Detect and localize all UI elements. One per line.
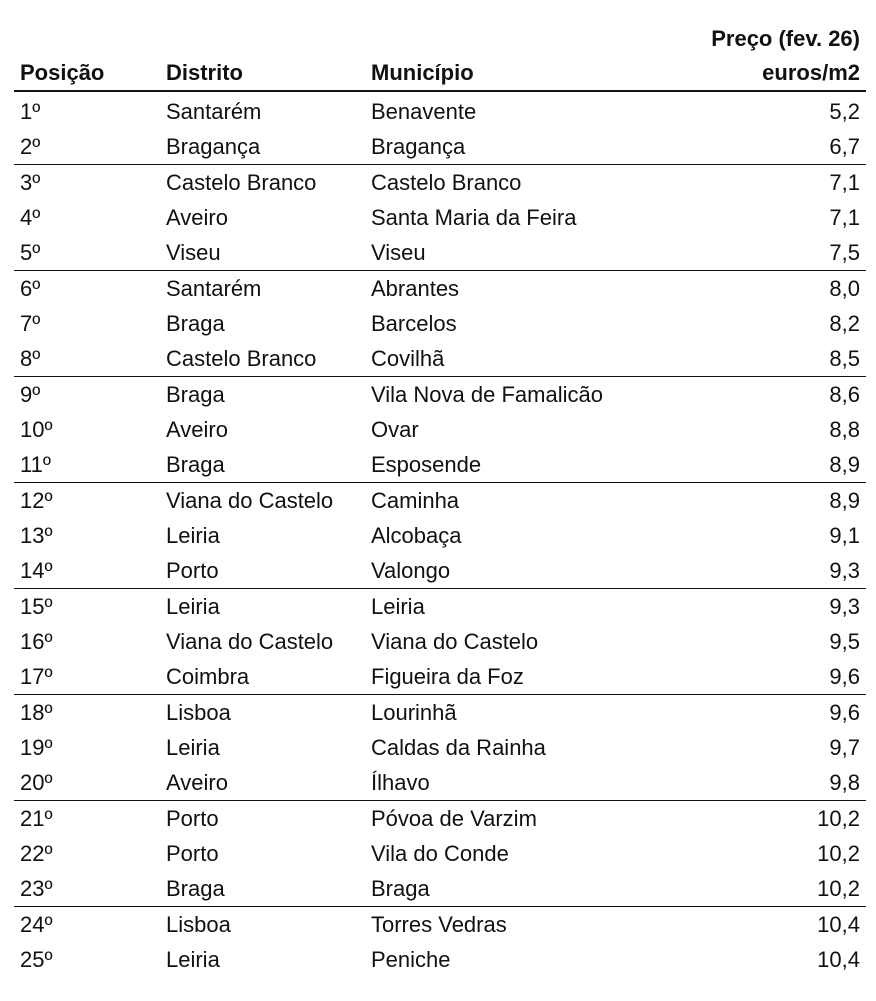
district-cell: Lisboa xyxy=(166,700,231,725)
table-row xyxy=(14,907,866,943)
table-row xyxy=(14,624,866,659)
table-row xyxy=(14,412,866,447)
table-row xyxy=(14,659,866,695)
municipality-cell: Esposende xyxy=(365,447,705,483)
position-cell: 15º xyxy=(20,594,53,619)
position-cell: 3º xyxy=(20,170,41,195)
table-row xyxy=(14,377,866,413)
price-cell: 7,5 xyxy=(705,235,866,271)
position-cell: 21º xyxy=(20,806,53,831)
price-cell: 9,5 xyxy=(829,629,860,654)
district-cell: Santarém xyxy=(166,99,262,124)
position-cell: 8º xyxy=(14,341,160,377)
municipality-cell: Vila do Conde xyxy=(371,841,509,866)
municipality-cell: Braga xyxy=(365,871,705,907)
price-cell: 9,6 xyxy=(705,659,866,695)
price-cell: 8,9 xyxy=(829,488,860,513)
district-cell: Porto xyxy=(166,806,219,831)
table-row xyxy=(14,942,866,977)
municipality-cell: Ílhavo xyxy=(365,765,705,801)
district-cell: Castelo Branco xyxy=(166,170,317,195)
district-cell: Porto xyxy=(160,553,365,589)
header-position: Posição xyxy=(14,56,160,91)
price-cell: 10,2 xyxy=(817,806,860,831)
position-cell: 7º xyxy=(20,311,41,336)
municipality-cell: Abrantes xyxy=(371,276,460,301)
district-cell: Braga xyxy=(160,871,365,907)
table-row xyxy=(14,695,866,731)
position-cell: 5º xyxy=(14,235,160,271)
position-cell: 1º xyxy=(20,99,41,124)
municipality-cell: Viana do Castelo xyxy=(371,629,539,654)
price-cell: 9,1 xyxy=(829,523,860,548)
district-cell: Coimbra xyxy=(160,659,365,695)
header-price-line2: euros/m2 xyxy=(705,56,866,91)
municipality-cell: Torres Vedras xyxy=(371,912,507,937)
table-row xyxy=(14,200,866,235)
table-body xyxy=(14,91,866,977)
price-cell: 9,3 xyxy=(829,594,860,619)
table-row xyxy=(14,483,866,519)
table-row xyxy=(14,765,866,801)
municipality-cell: Barcelos xyxy=(371,311,457,336)
district-cell: Santarém xyxy=(166,276,262,301)
price-cell: 9,7 xyxy=(829,735,860,760)
district-cell: Leiria xyxy=(166,594,220,619)
district-cell: Braga xyxy=(166,382,225,407)
position-cell: 23º xyxy=(14,871,160,907)
municipality-cell: Castelo Branco xyxy=(371,170,522,195)
header-price-line1: Preço (fev. 26) xyxy=(711,26,860,51)
municipality-cell: Valongo xyxy=(365,553,705,589)
position-cell: 10º xyxy=(20,417,53,442)
municipality-cell: Ovar xyxy=(371,417,419,442)
district-cell: Leiria xyxy=(166,523,220,548)
header-municipality: Município xyxy=(365,56,705,91)
municipality-cell: Alcobaça xyxy=(371,523,462,548)
district-cell: Porto xyxy=(166,841,219,866)
position-cell: 6º xyxy=(20,276,41,301)
municipality-cell: Benavente xyxy=(371,99,477,124)
district-cell: Castelo Branco xyxy=(160,341,365,377)
municipality-cell: Leiria xyxy=(371,594,425,619)
position-cell: 13º xyxy=(20,523,53,548)
municipality-cell: Figueira da Foz xyxy=(365,659,705,695)
position-cell: 12º xyxy=(20,488,53,513)
price-cell: 8,2 xyxy=(829,311,860,336)
position-cell: 25º xyxy=(20,947,53,972)
municipality-cell: Póvoa de Varzim xyxy=(371,806,537,831)
district-cell: Aveiro xyxy=(166,205,228,230)
price-cell: 8,8 xyxy=(829,417,860,442)
header-spacer-1 xyxy=(14,22,160,56)
table-row xyxy=(14,235,866,271)
price-cell: 7,1 xyxy=(829,170,860,195)
municipality-cell: Peniche xyxy=(371,947,451,972)
header-spacer-3 xyxy=(365,22,705,56)
municipality-cell: Covilhã xyxy=(365,341,705,377)
district-cell: Viseu xyxy=(160,235,365,271)
municipality-cell: Bragança xyxy=(365,129,705,165)
position-cell: 22º xyxy=(20,841,53,866)
position-cell: 20º xyxy=(14,765,160,801)
district-cell: Bragança xyxy=(160,129,365,165)
position-cell: 2º xyxy=(14,129,160,165)
municipality-cell: Santa Maria da Feira xyxy=(371,205,577,230)
table-row xyxy=(14,518,866,553)
table-row xyxy=(14,341,866,377)
district-cell: Braga xyxy=(160,447,365,483)
price-cell: 10,4 xyxy=(817,947,860,972)
price-cell: 9,8 xyxy=(705,765,866,801)
table-row xyxy=(14,871,866,907)
price-cell: 8,6 xyxy=(829,382,860,407)
position-cell: 19º xyxy=(20,735,53,760)
price-cell: 9,6 xyxy=(829,700,860,725)
price-cell: 10,2 xyxy=(817,841,860,866)
price-cell: 10,4 xyxy=(817,912,860,937)
district-cell: Viana do Castelo xyxy=(166,629,334,654)
table-row xyxy=(14,165,866,201)
table-row xyxy=(14,553,866,589)
municipality-cell: Caminha xyxy=(371,488,460,513)
district-cell: Aveiro xyxy=(166,417,228,442)
district-cell: Aveiro xyxy=(160,765,365,801)
header-district: Distrito xyxy=(160,56,365,91)
position-cell: 14º xyxy=(14,553,160,589)
position-cell: 4º xyxy=(20,205,41,230)
table-row xyxy=(14,836,866,871)
position-cell: 24º xyxy=(20,912,53,937)
table-row xyxy=(14,801,866,837)
district-cell: Leiria xyxy=(166,735,220,760)
district-cell: Viana do Castelo xyxy=(166,488,334,513)
price-cell: 8,5 xyxy=(705,341,866,377)
price-cell: 6,7 xyxy=(705,129,866,165)
district-cell: Lisboa xyxy=(166,912,231,937)
price-cell: 8,9 xyxy=(705,447,866,483)
price-cell: 9,3 xyxy=(705,553,866,589)
ranking-table xyxy=(14,22,866,977)
table-row xyxy=(14,730,866,765)
district-cell: Braga xyxy=(166,311,225,336)
table-row xyxy=(14,91,866,129)
table-header xyxy=(14,22,866,91)
table-row xyxy=(14,306,866,341)
price-cell: 7,1 xyxy=(829,205,860,230)
table-row xyxy=(14,447,866,483)
municipality-cell: Viseu xyxy=(365,235,705,271)
municipality-cell: Caldas da Rainha xyxy=(371,735,546,760)
table-row xyxy=(14,589,866,625)
position-cell: 11º xyxy=(14,447,160,483)
table-row xyxy=(14,271,866,307)
district-cell: Leiria xyxy=(166,947,220,972)
municipality-cell: Lourinhã xyxy=(371,700,457,725)
header-spacer-2 xyxy=(160,22,365,56)
price-cell: 8,0 xyxy=(829,276,860,301)
position-cell: 18º xyxy=(20,700,53,725)
price-cell: 5,2 xyxy=(829,99,860,124)
position-cell: 17º xyxy=(14,659,160,695)
position-cell: 16º xyxy=(20,629,53,654)
table-row xyxy=(14,129,866,165)
position-cell: 9º xyxy=(20,382,41,407)
municipality-cell: Vila Nova de Famalicão xyxy=(371,382,603,407)
price-cell: 10,2 xyxy=(705,871,866,907)
